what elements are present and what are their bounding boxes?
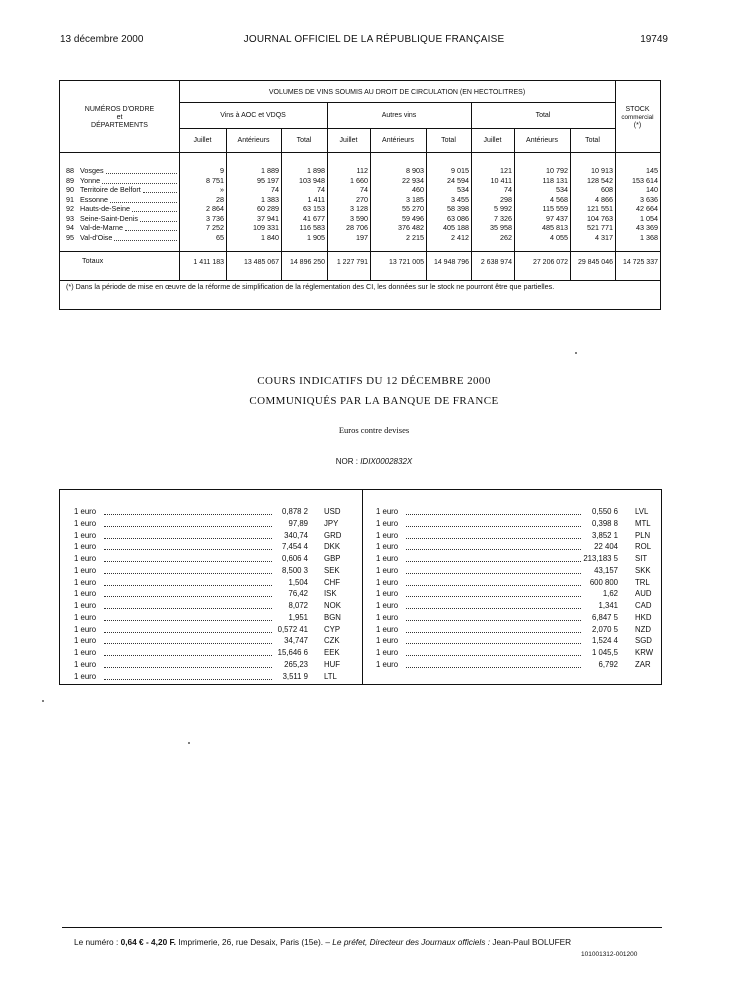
rate-value: 3,852 1 bbox=[591, 530, 618, 540]
rate-row bbox=[60, 541, 350, 553]
table-cell: 74 bbox=[317, 185, 325, 194]
subheader-cell: Juillet bbox=[193, 137, 212, 144]
group-total-header: Total bbox=[535, 112, 551, 119]
nor-code: IDIX0002832X bbox=[360, 457, 413, 466]
currency-code: CAD bbox=[635, 601, 652, 610]
table-row bbox=[60, 205, 660, 214]
currency-code: DKK bbox=[324, 542, 341, 552]
currency-code: USD bbox=[324, 507, 341, 516]
dept-name: Vosges bbox=[80, 166, 104, 175]
table-cell: 60 289 bbox=[257, 204, 279, 213]
table-cell: 104 763 bbox=[587, 213, 613, 223]
table-cell: 74 bbox=[504, 185, 512, 194]
dept-number: 91 bbox=[66, 194, 74, 204]
table-row bbox=[60, 215, 660, 224]
rate-value: 3,511 9 bbox=[282, 671, 308, 681]
table-cell: 9 015 bbox=[451, 166, 469, 175]
table-cell: 43 369 bbox=[636, 223, 658, 232]
totals-cell: 14 725 337 bbox=[622, 259, 658, 266]
rate-value: 265,23 bbox=[284, 659, 308, 669]
rate-value: 8,500 3 bbox=[281, 565, 308, 575]
stock-header-line2: commercial bbox=[621, 114, 654, 121]
totals-cell: 13 721 005 bbox=[388, 259, 424, 266]
rate-row bbox=[362, 506, 652, 518]
table-cell: 485 813 bbox=[542, 223, 568, 232]
currency-code: SKK bbox=[635, 565, 651, 575]
rate-row bbox=[60, 565, 350, 577]
journal-title: JOURNAL OFFICIEL DE LA RÉPUBLIQUE FRANÇAISE bbox=[243, 34, 505, 45]
currency-code: NZD bbox=[635, 624, 652, 634]
rate-value: 0,398 8 bbox=[591, 518, 618, 528]
rate-unit: 1 euro bbox=[74, 624, 97, 634]
footer-printer: Imprimerie, 26, rue Desaix, Paris (15e). – bbox=[178, 937, 330, 947]
subheader-cell: Antérieurs bbox=[382, 137, 414, 144]
rate-value: 1,341 bbox=[598, 601, 618, 610]
rate-value: 0,550 6 bbox=[591, 507, 618, 516]
table-cell: 63 153 bbox=[303, 204, 325, 213]
rate-unit: 1 euro bbox=[74, 565, 97, 575]
rate-unit: 1 euro bbox=[376, 577, 399, 587]
totals-cell: 27 206 072 bbox=[532, 259, 568, 266]
rate-unit: 1 euro bbox=[74, 554, 97, 563]
table-cell: 1 660 bbox=[350, 175, 368, 185]
table-cell: 1 889 bbox=[261, 166, 279, 175]
rate-unit: 1 euro bbox=[376, 554, 399, 563]
table-cell: 41 677 bbox=[303, 213, 325, 223]
rate-unit: 1 euro bbox=[74, 577, 97, 587]
rate-unit: 1 euro bbox=[74, 542, 97, 552]
header-date: 13 décembre 2000 bbox=[60, 34, 144, 45]
table-row bbox=[60, 196, 660, 205]
rate-value: 2,070 5 bbox=[591, 624, 618, 634]
table-cell: 521 771 bbox=[587, 223, 613, 232]
dept-header-line1: NUMÉROS D'ORDRE bbox=[84, 106, 155, 113]
table-cell: 58 398 bbox=[447, 204, 469, 213]
table-cell: 197 bbox=[356, 232, 368, 242]
cours-title-line1: COURS INDICATIFS DU 12 DÉCEMBRE 2000 bbox=[257, 375, 491, 387]
table-cell: 3 590 bbox=[350, 213, 368, 223]
footer-imprint bbox=[74, 937, 571, 947]
volumes-header: VOLUMES DE VINS SOUMIS AU DROIT DE CIRCULATION (EN HECTOLITRES) bbox=[268, 89, 526, 96]
rate-unit: 1 euro bbox=[376, 659, 399, 669]
table-cell: 37 941 bbox=[257, 213, 279, 223]
currency-code: TRL bbox=[635, 577, 650, 587]
table-cell: 4 055 bbox=[550, 232, 568, 242]
cours-subtitle: Euros contre devises bbox=[338, 425, 410, 435]
currency-code: BGN bbox=[324, 612, 341, 622]
rate-row bbox=[60, 588, 350, 600]
rate-unit: 1 euro bbox=[376, 507, 399, 516]
table-cell: 112 bbox=[356, 166, 368, 175]
subheader-cell: Juillet bbox=[483, 137, 502, 144]
group-aoc-header: Vins à AOC et VDQS bbox=[220, 112, 286, 119]
rate-row bbox=[362, 530, 652, 542]
table-cell: 1 840 bbox=[261, 232, 279, 242]
currency-code: SGD bbox=[635, 636, 652, 646]
table-cell: 74 bbox=[360, 185, 368, 194]
totals-cell: 14 948 796 bbox=[433, 259, 469, 266]
rate-value: 1,524 4 bbox=[591, 636, 618, 646]
rate-value: 7,454 4 bbox=[281, 542, 308, 552]
table-cell: 24 594 bbox=[447, 175, 469, 185]
table-cell: 118 131 bbox=[542, 175, 568, 185]
totals-cell: 2 638 974 bbox=[480, 259, 512, 266]
dept-number: 90 bbox=[66, 185, 74, 194]
table-cell: 405 188 bbox=[443, 223, 469, 232]
table-cell: » bbox=[220, 185, 224, 194]
footer-price: 0,64 € - 4,20 F. bbox=[120, 937, 176, 947]
table-cell: 28 706 bbox=[346, 223, 368, 232]
stock-header-line1: STOCK bbox=[625, 106, 650, 113]
table-cell: 2 412 bbox=[451, 232, 469, 242]
rate-value: 6,847 5 bbox=[591, 612, 618, 622]
rate-unit: 1 euro bbox=[376, 565, 399, 575]
rate-value: 22 404 bbox=[594, 542, 618, 552]
footer-code: 101001312-001200 bbox=[581, 951, 638, 958]
currency-code: CZK bbox=[324, 636, 340, 646]
rate-unit: 1 euro bbox=[376, 612, 399, 622]
rate-row bbox=[60, 624, 350, 636]
dept-name: Yonne bbox=[80, 175, 101, 185]
currency-code: JPY bbox=[324, 518, 339, 528]
table-cell: 3 636 bbox=[640, 194, 658, 204]
rate-row bbox=[362, 600, 652, 612]
subheader-cell: Total bbox=[585, 137, 600, 144]
table-cell: 3 185 bbox=[406, 194, 424, 204]
rate-unit: 1 euro bbox=[376, 624, 399, 634]
rate-row bbox=[362, 588, 652, 600]
dept-name: Hauts-de-Seine bbox=[80, 204, 130, 213]
table-cell: 7 326 bbox=[494, 213, 512, 223]
table-cell: 5 992 bbox=[494, 204, 512, 213]
table-cell: 3 736 bbox=[206, 213, 224, 223]
table-row bbox=[60, 234, 660, 243]
rate-row bbox=[60, 659, 350, 671]
table-cell: 460 bbox=[412, 185, 424, 194]
table-cell: 2 864 bbox=[206, 204, 224, 213]
totals-cell: 1 227 791 bbox=[336, 259, 368, 266]
currency-code: MTL bbox=[635, 518, 651, 528]
dept-number: 95 bbox=[66, 232, 74, 242]
table-cell: 1 368 bbox=[640, 232, 658, 242]
table-cell: 65 bbox=[216, 232, 224, 242]
table-cell: 22 934 bbox=[402, 175, 424, 185]
rate-unit: 1 euro bbox=[74, 507, 97, 516]
table-cell: 55 270 bbox=[402, 204, 424, 213]
rate-unit: 1 euro bbox=[376, 636, 399, 646]
table-cell: 9 bbox=[220, 166, 224, 175]
rate-value: 15,646 6 bbox=[277, 648, 308, 657]
rate-value: 76,42 bbox=[288, 589, 308, 599]
table-cell: 121 bbox=[500, 166, 512, 175]
dept-number: 89 bbox=[66, 175, 74, 185]
dept-number: 88 bbox=[66, 166, 74, 175]
table-cell: 534 bbox=[457, 185, 469, 194]
table-cell: 145 bbox=[646, 166, 658, 175]
rate-unit: 1 euro bbox=[74, 648, 97, 657]
subheader-cell: Total bbox=[441, 137, 456, 144]
exchange-rates-table bbox=[59, 489, 662, 685]
rate-value: 1,504 bbox=[288, 577, 308, 587]
table-cell: 8 903 bbox=[406, 166, 424, 175]
table-cell: 1 411 bbox=[307, 194, 325, 204]
currency-code: EEK bbox=[324, 648, 340, 657]
dept-name: Val-de-Marne bbox=[80, 223, 124, 232]
table-row bbox=[60, 224, 660, 233]
dept-name: Essonne bbox=[80, 194, 108, 204]
table-cell: 10 792 bbox=[546, 166, 568, 175]
table-row bbox=[60, 186, 660, 195]
rate-value: 0,572 41 bbox=[277, 624, 308, 634]
table-cell: 42 664 bbox=[636, 204, 658, 213]
currency-code: AUD bbox=[635, 589, 652, 599]
table-row bbox=[60, 167, 660, 176]
totals-cell: 13 485 067 bbox=[243, 259, 279, 266]
rate-row bbox=[362, 659, 652, 671]
currency-code: LTL bbox=[324, 671, 337, 681]
table-cell: 10 411 bbox=[490, 175, 512, 185]
rate-row bbox=[362, 565, 652, 577]
rate-value: 1 045,5 bbox=[591, 648, 618, 657]
rate-value: 1,62 bbox=[602, 589, 618, 599]
table-cell: 1 905 bbox=[307, 232, 325, 242]
table-cell: 4 568 bbox=[550, 194, 568, 204]
rate-unit: 1 euro bbox=[74, 530, 97, 540]
currency-code: CHF bbox=[324, 577, 341, 587]
dept-number: 93 bbox=[66, 213, 74, 223]
stock-header-line3: (*) bbox=[633, 122, 642, 129]
table-cell: 128 542 bbox=[587, 175, 613, 185]
subheader-cell: Juillet bbox=[339, 137, 358, 144]
subheader-cell: Antérieurs bbox=[237, 137, 270, 144]
table-cell: 270 bbox=[356, 194, 368, 204]
table-cell: 63 086 bbox=[447, 213, 469, 223]
table-cell: 35 958 bbox=[490, 223, 512, 232]
rate-row bbox=[362, 612, 652, 624]
rate-unit: 1 euro bbox=[376, 589, 399, 599]
rate-row bbox=[60, 577, 350, 589]
rate-row bbox=[362, 541, 652, 553]
currency-code: KRW bbox=[635, 648, 654, 657]
rate-unit: 1 euro bbox=[74, 671, 97, 681]
currency-code: HKD bbox=[635, 612, 652, 622]
table-cell: 1 898 bbox=[307, 166, 325, 175]
dept-number: 92 bbox=[66, 204, 74, 213]
dept-name: Territoire de Belfort bbox=[80, 185, 141, 194]
table-cell: 121 551 bbox=[587, 204, 613, 213]
table-cell: 109 331 bbox=[253, 223, 279, 232]
rate-value: 213,183 5 bbox=[583, 554, 618, 563]
rate-unit: 1 euro bbox=[74, 659, 97, 669]
rate-row bbox=[60, 671, 350, 683]
table-cell: 115 559 bbox=[542, 204, 568, 213]
table-cell: 298 bbox=[500, 194, 512, 204]
currency-code: GBP bbox=[324, 554, 341, 563]
totals-cell: 14 896 250 bbox=[289, 259, 325, 266]
currency-code: ZAR bbox=[635, 659, 651, 669]
rate-unit: 1 euro bbox=[376, 518, 399, 528]
subheader-cell: Antérieurs bbox=[526, 137, 558, 144]
table-cell: 1 383 bbox=[261, 194, 279, 204]
rate-row bbox=[60, 506, 350, 518]
table-row bbox=[60, 177, 660, 186]
table-cell: 10 913 bbox=[591, 166, 613, 175]
rate-unit: 1 euro bbox=[74, 636, 97, 646]
table-cell: 153 614 bbox=[632, 175, 658, 185]
table-cell: 1 054 bbox=[640, 213, 658, 223]
table-cell: 262 bbox=[500, 232, 512, 242]
footer-name: Jean-Paul BOLUFER bbox=[492, 937, 572, 947]
rate-unit: 1 euro bbox=[74, 612, 97, 622]
currency-code: HUF bbox=[324, 659, 341, 669]
table-cell: 8 751 bbox=[206, 175, 224, 185]
nor-reference bbox=[0, 457, 748, 466]
currency-code: LVL bbox=[635, 507, 649, 516]
rate-value: 97,89 bbox=[288, 518, 308, 528]
rate-row bbox=[362, 647, 652, 659]
table-cell: 534 bbox=[556, 185, 568, 194]
table-cell: 59 496 bbox=[402, 213, 424, 223]
rate-unit: 1 euro bbox=[376, 648, 399, 657]
rate-row bbox=[60, 612, 350, 624]
currency-code: SEK bbox=[324, 565, 340, 575]
rate-value: 34,747 bbox=[284, 636, 308, 646]
cours-title-line2: COMMUNIQUÉS PAR LA BANQUE DE FRANCE bbox=[249, 395, 499, 407]
rate-row bbox=[362, 518, 652, 530]
dept-name: Val-d'Oise bbox=[80, 232, 113, 242]
table-cell: 28 bbox=[216, 194, 224, 204]
rate-row bbox=[362, 624, 652, 636]
rate-unit: 1 euro bbox=[376, 542, 399, 552]
rate-row bbox=[60, 635, 350, 647]
table-cell: 140 bbox=[646, 185, 658, 194]
wine-volumes-table bbox=[59, 80, 661, 310]
rate-unit: 1 euro bbox=[74, 589, 97, 599]
currency-code: SIT bbox=[635, 554, 648, 563]
table-cell: 376 482 bbox=[398, 223, 424, 232]
subheader-cell: Total bbox=[296, 137, 312, 144]
table-cell: 2 215 bbox=[406, 232, 424, 242]
rate-value: 600 800 bbox=[589, 577, 618, 587]
totals-cell: 29 845 046 bbox=[577, 259, 613, 266]
rate-value: 8,072 bbox=[288, 601, 308, 610]
rate-row bbox=[60, 553, 350, 565]
rate-value: 6,792 bbox=[598, 659, 618, 669]
table-cell: 7 252 bbox=[206, 223, 224, 232]
currency-code: PLN bbox=[635, 530, 651, 540]
rate-value: 1,951 bbox=[288, 612, 308, 622]
stock-footnote: (*) Dans la période de mise en œuvre de la réforme de simplification de la réglementation des CI, les données sur le stock ne pourront être que partielles. bbox=[66, 282, 555, 291]
table-cell: 116 583 bbox=[299, 223, 325, 232]
rate-row bbox=[362, 553, 652, 565]
table-cell: 95 197 bbox=[257, 175, 279, 185]
rate-row bbox=[60, 530, 350, 542]
rate-row bbox=[362, 635, 652, 647]
page-number: 19749 bbox=[640, 34, 668, 45]
rate-row bbox=[362, 577, 652, 589]
rate-value: 0,878 2 bbox=[281, 507, 308, 516]
footer-prefet: Le préfet, Directeur des Journaux officiels : bbox=[332, 937, 490, 947]
dept-name: Seine-Saint-Denis bbox=[80, 213, 138, 223]
footer-le-numero: Le numéro : bbox=[74, 937, 119, 947]
table-cell: 608 bbox=[601, 185, 613, 194]
currency-code: ROL bbox=[635, 542, 652, 552]
table-cell: 3 128 bbox=[350, 204, 368, 213]
table-cell: 4 317 bbox=[595, 232, 613, 242]
rate-unit: 1 euro bbox=[376, 601, 399, 610]
currency-code: CYP bbox=[324, 624, 341, 634]
group-autres-header: Autres vins bbox=[381, 112, 417, 119]
table-cell: 3 455 bbox=[451, 194, 469, 204]
table-cell: 103 948 bbox=[299, 175, 325, 185]
rate-unit: 1 euro bbox=[74, 601, 97, 610]
rate-row bbox=[60, 600, 350, 612]
dept-header-line2: et bbox=[116, 114, 123, 121]
totals-cell: 1 411 183 bbox=[193, 259, 224, 266]
table-cell: 4 866 bbox=[595, 194, 613, 204]
currency-code: GRD bbox=[324, 530, 342, 540]
rate-row bbox=[60, 647, 350, 659]
currency-code: ISK bbox=[324, 589, 337, 599]
nor-label: NOR : bbox=[335, 457, 358, 466]
table-cell: 74 bbox=[271, 185, 279, 194]
totals-label: Totaux bbox=[82, 256, 104, 265]
rate-unit: 1 euro bbox=[74, 518, 97, 528]
rate-row bbox=[60, 518, 350, 530]
rate-value: 0,606 4 bbox=[281, 554, 308, 563]
currency-code: NOK bbox=[324, 601, 341, 610]
rate-unit: 1 euro bbox=[376, 530, 399, 540]
dept-number: 94 bbox=[66, 223, 74, 232]
dept-header-line3: DÉPARTEMENTS bbox=[91, 122, 148, 129]
rate-value: 340,74 bbox=[284, 530, 308, 540]
rate-value: 43,157 bbox=[594, 565, 618, 575]
table-cell: 97 437 bbox=[546, 213, 568, 223]
